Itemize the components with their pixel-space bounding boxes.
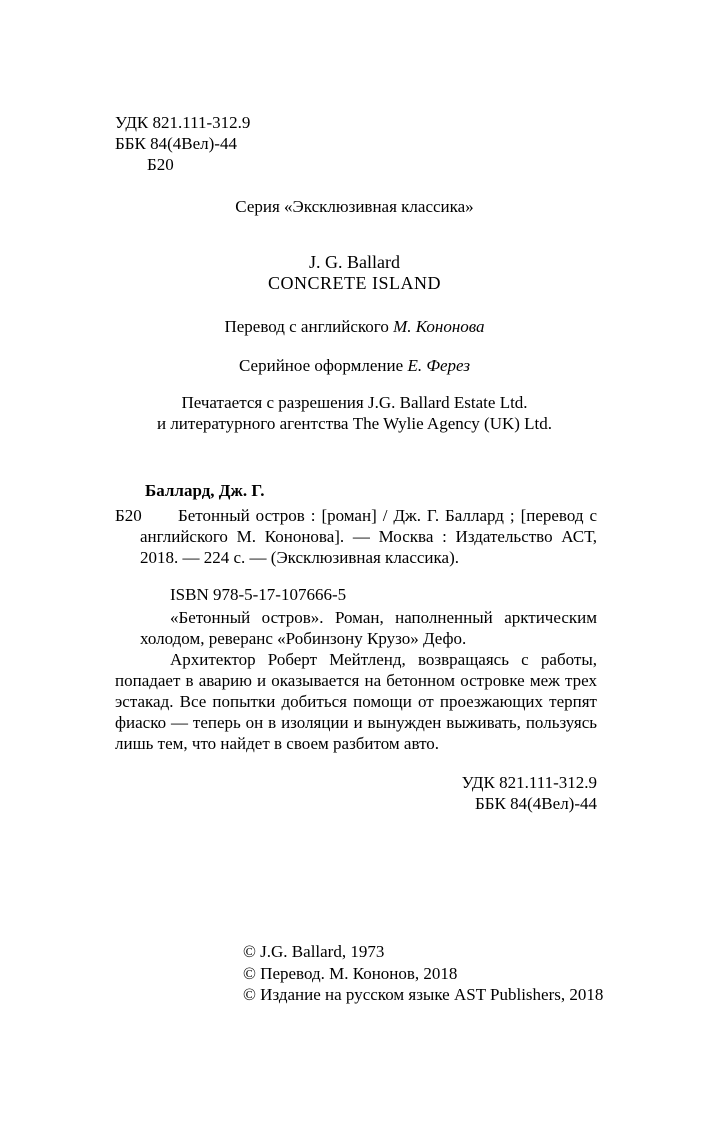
- bibliographic-block: [115, 480, 597, 814]
- bbk-line: ББК 84(4Вел)-44: [115, 134, 237, 153]
- annotation-2: Архитектор Роберт Мейтленд, возвращаясь с работы, попадает в аварию и оказывается на бетонном островке меж трех эстакад. Все попытки добиться помощи от проезжающих терпят фиаско — теперь он в изоляции и вынужден выживать, пользуясь лишь тем, что найдет в своем разбитом авто.: [115, 650, 597, 753]
- annotation-1: «Бетонный остров». Роман, наполненный арктическим холодом, реверанс «Робинзону Крузо» Дефо.: [140, 608, 597, 648]
- udk-bottom: УДК 821.111-312.9: [461, 773, 597, 792]
- bib-code: Б20: [115, 506, 142, 525]
- bib-description: Бетонный остров : [роман] / Дж. Г. Баллард ; [перевод с английского М. Кононова]. — Москва : Издательство АСТ, 2018. — 224 с. — (Эксклюзивная классика).: [140, 506, 597, 567]
- book-title: CONCRETE ISLAND: [268, 273, 441, 293]
- copyright-line-publisher: © Издание на русском языке AST Publishers, 2018: [243, 985, 604, 1004]
- bib-author-heading: Баллард, Дж. Г.: [145, 481, 265, 500]
- permission-line-2: и литературного агентства The Wylie Agency (UK) Ltd.: [156, 414, 553, 433]
- permission-block: [0, 392, 709, 434]
- code-line: Б20: [147, 155, 174, 174]
- copyright-line-translation: © Перевод. М. Кононов, 2018: [243, 963, 458, 983]
- author-name: J. G. Ballard: [309, 252, 400, 272]
- bbk-bottom: ББК 84(4Вел)-44: [475, 794, 597, 813]
- title-block: [0, 252, 709, 294]
- translator-name: М. Кононова: [393, 317, 485, 336]
- series-line: Серия «Эксклюзивная классика»: [235, 197, 474, 216]
- bib-entry: [115, 505, 597, 568]
- translation-line: [0, 316, 709, 337]
- design-line: [0, 355, 709, 376]
- udk-line: УДК 821.111-312.9: [115, 113, 251, 132]
- copyright-line-author: © J.G. Ballard, 1973: [243, 942, 385, 961]
- translation-prefix: Перевод с английского: [224, 317, 389, 336]
- permission-line-1: Печатается с разрешения J.G. Ballard Estate Ltd.: [181, 393, 528, 412]
- copyright-block: [243, 941, 603, 1006]
- isbn-line: ISBN 978-5-17-107666-5: [170, 585, 347, 604]
- design-prefix: Серийное оформление: [239, 356, 404, 375]
- classification-block: [115, 112, 250, 175]
- designer-name: Е. Ферез: [407, 356, 470, 375]
